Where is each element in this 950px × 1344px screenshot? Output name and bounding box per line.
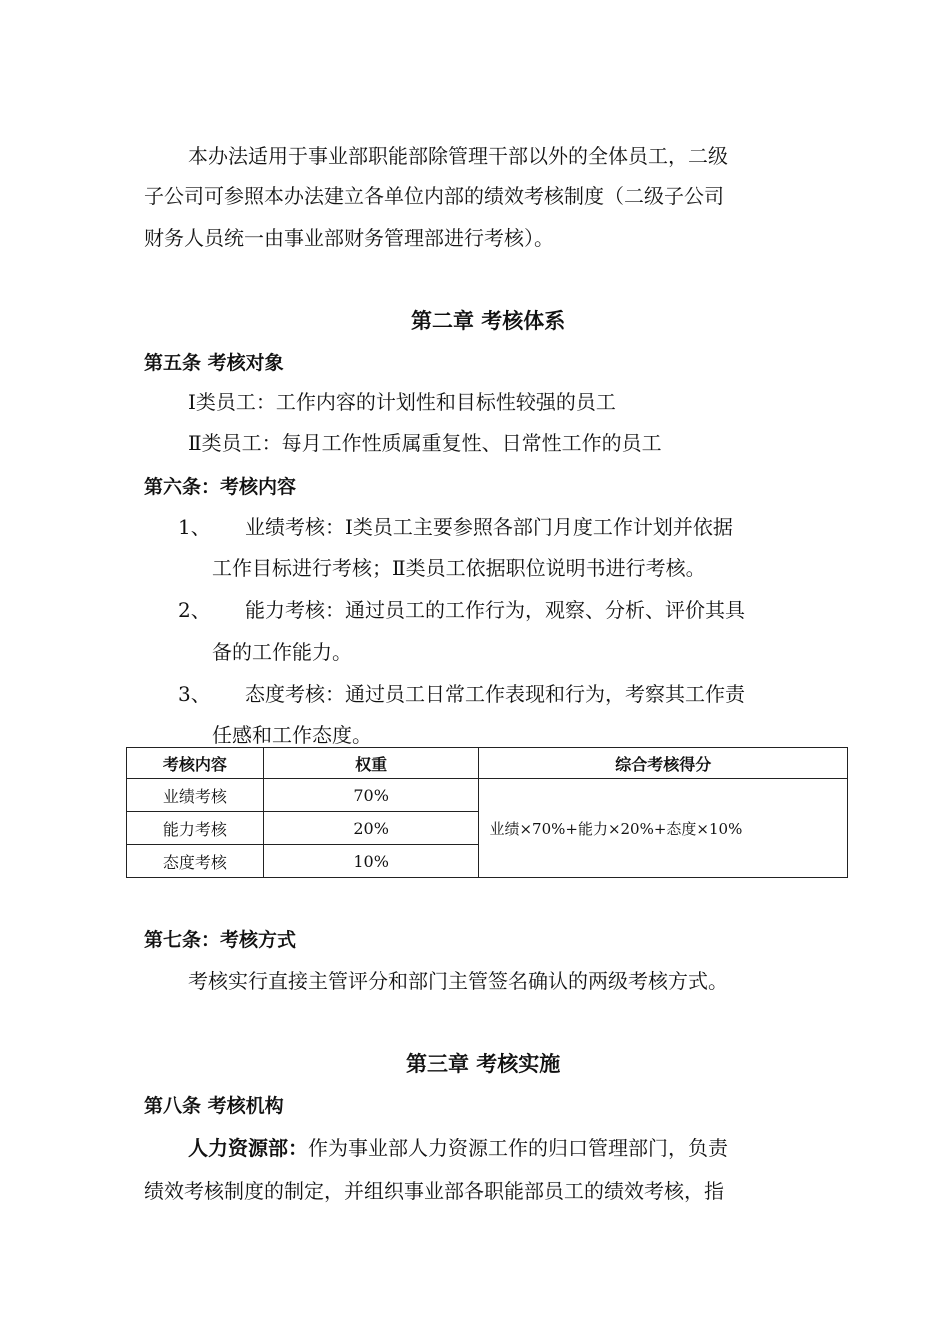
list-item-line: 备的工作能力。 — [212, 640, 352, 664]
article-7-title: 第七条：考核方式 — [144, 929, 297, 951]
list-item-line: 业绩考核：Ⅰ类员工主要参照各部门月度工作计划并依据 — [245, 515, 733, 539]
list-item-line: 工作目标进行考核；Ⅱ类员工依据职位说明书进行考核。 — [212, 556, 706, 580]
table-row — [127, 779, 848, 812]
article-7-text: 考核实行直接主管评分和部门主管签名确认的两级考核方式。 — [188, 969, 728, 993]
table-cell-weight: 10% — [263, 845, 479, 878]
list-number: 3、 — [178, 682, 211, 706]
article-5-title: 第五条 考核对象 — [144, 352, 284, 374]
table-cell-item: 态度考核 — [127, 845, 264, 878]
article-8-line-1 — [188, 1135, 728, 1161]
department-label: 人力资源部： — [188, 1136, 308, 1160]
chapter-3-title: 第三章 考核实施 — [406, 1052, 561, 1076]
table-cell-item: 业绩考核 — [127, 779, 264, 812]
article-5-item-1: Ⅰ类员工：工作内容的计划性和目标性较强的员工 — [188, 390, 616, 414]
list-item-line: 能力考核：通过员工的工作行为，观察、分析、评价其具 — [245, 598, 745, 622]
list-item-line: 任感和工作态度。 — [212, 723, 372, 747]
table-header-row — [127, 748, 848, 779]
intro-line-1: 本办法适用于事业部职能部除管理干部以外的全体员工，二级 — [188, 144, 728, 168]
intro-line-3: 财务人员统一由事业部财务管理部进行考核）。 — [144, 226, 554, 250]
article-8-line-1-text: 作为事业部人力资源工作的归口管理部门，负责 — [308, 1136, 728, 1160]
article-8-line-2: 绩效考核制度的制定，并组织事业部各职能部员工的绩效考核，指 — [144, 1179, 724, 1203]
table-cell-item: 能力考核 — [127, 812, 264, 845]
article-8-title: 第八条 考核机构 — [144, 1095, 284, 1117]
assessment-weight-table — [126, 747, 848, 878]
list-number: 1、 — [178, 515, 211, 539]
list-item-line: 态度考核：通过员工日常工作表现和行为，考察其工作责 — [245, 682, 745, 706]
table-header-cell: 权重 — [263, 748, 479, 779]
table-header-cell: 考核内容 — [127, 748, 264, 779]
article-6-title: 第六条：考核内容 — [144, 476, 297, 498]
table-header-cell: 综合考核得分 — [479, 748, 848, 779]
list-number: 2、 — [178, 598, 211, 622]
table-cell-weight: 70% — [263, 779, 479, 812]
intro-line-2: 子公司可参照本办法建立各单位内部的绩效考核制度（二级子公司 — [144, 184, 724, 208]
chapter-2-title: 第二章 考核体系 — [411, 309, 566, 333]
table-cell-formula: 业绩×70%+能力×20%+态度×10% — [479, 779, 848, 878]
article-5-item-2: Ⅱ类员工：每月工作性质属重复性、日常性工作的员工 — [188, 431, 662, 455]
table-cell-weight: 20% — [263, 812, 479, 845]
